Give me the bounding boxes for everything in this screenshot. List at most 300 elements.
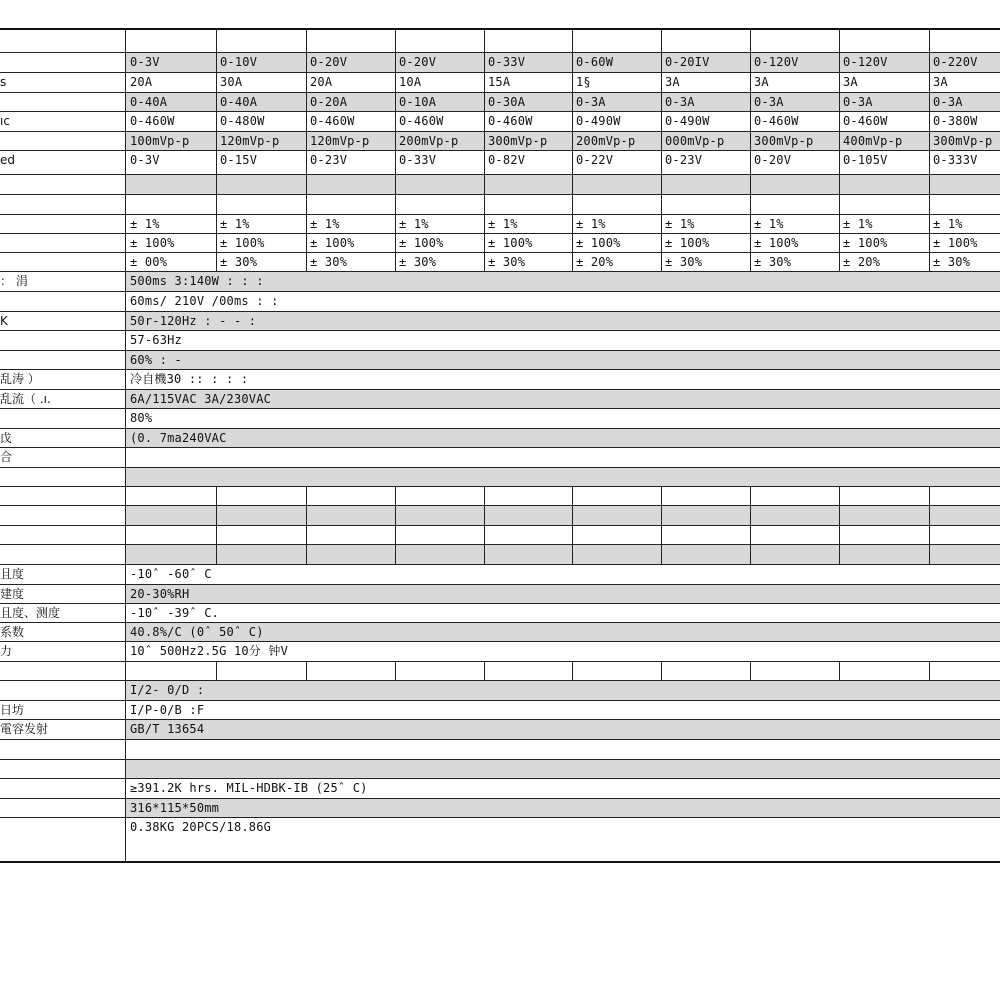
model-cell: 0-3A: [576, 95, 606, 109]
column-divider: [750, 131, 751, 150]
column-divider: [395, 233, 396, 252]
column-divider: [839, 150, 840, 174]
row-divider: [0, 798, 1000, 799]
spec-cell: 50r-120Hz : - - :: [130, 314, 257, 328]
model-cell: ± 1%: [933, 217, 963, 231]
model-cell: 0-380W: [933, 114, 978, 128]
model-cell: ± 1%: [754, 217, 784, 231]
spec-cell: (0. 7ma240VAC: [130, 431, 227, 445]
model-cell: ± 100%: [843, 236, 888, 250]
row-label: 且度、测度: [0, 606, 61, 620]
model-cell: ± 20%: [843, 255, 881, 269]
model-cell: ± 1%: [220, 217, 250, 231]
column-divider: [572, 72, 573, 92]
column-divider: [484, 544, 485, 564]
model-cell: 0-480W: [220, 114, 265, 128]
column-divider: [395, 525, 396, 544]
model-cell: ± 1%: [130, 217, 160, 231]
column-divider: [750, 544, 751, 564]
column-divider: [306, 52, 307, 72]
model-cell: ± 30%: [933, 255, 971, 269]
row-divider: [0, 233, 1000, 234]
column-divider: [216, 28, 217, 52]
column-divider: [929, 194, 930, 214]
model-cell: 0-3A: [843, 95, 873, 109]
model-cell: 300mVp-p: [933, 134, 993, 148]
column-divider: [306, 486, 307, 505]
column-divider: [572, 505, 573, 525]
model-cell: 100mVp-p: [130, 134, 190, 148]
column-divider: [216, 150, 217, 174]
model-cell: 0-490W: [576, 114, 621, 128]
column-divider: [839, 52, 840, 72]
column-divider: [929, 28, 930, 52]
column-divider: [661, 150, 662, 174]
model-cell: ± 30%: [665, 255, 703, 269]
column-divider: [572, 214, 573, 233]
row-divider: [0, 778, 1000, 779]
model-cell: 0-60W: [576, 55, 614, 69]
model-cell: ± 30%: [488, 255, 526, 269]
column-divider: [839, 214, 840, 233]
row-divider: [0, 603, 1000, 604]
model-cell: 0-20V: [310, 55, 348, 69]
column-divider: [750, 525, 751, 544]
column-divider: [661, 544, 662, 564]
column-divider: [572, 52, 573, 72]
column-divider: [216, 92, 217, 111]
column-divider: [306, 174, 307, 194]
row-divider: [0, 311, 1000, 312]
model-cell: 300mVp-p: [488, 134, 548, 148]
model-cell: 3A: [665, 75, 680, 89]
model-cell: 0-105V: [843, 153, 888, 167]
row-shading: [126, 468, 1000, 486]
column-divider: [484, 505, 485, 525]
column-divider: [750, 486, 751, 505]
model-cell: ± 100%: [220, 236, 265, 250]
column-divider: [750, 150, 751, 174]
model-cell: ± 00%: [130, 255, 168, 269]
row-divider: [0, 111, 1000, 112]
column-divider: [839, 28, 840, 52]
model-cell: 0-15V: [220, 153, 258, 167]
column-divider: [216, 72, 217, 92]
column-divider: [661, 486, 662, 505]
row-divider: [0, 28, 1000, 30]
row-divider: [0, 700, 1000, 701]
column-divider: [661, 174, 662, 194]
column-divider: [839, 525, 840, 544]
row-divider: [0, 505, 1000, 506]
column-divider: [395, 214, 396, 233]
column-divider: [484, 525, 485, 544]
model-cell: 400mVp-p: [843, 134, 903, 148]
column-divider: [839, 131, 840, 150]
model-cell: ± 30%: [754, 255, 792, 269]
row-label: 日坊: [0, 703, 25, 717]
column-divider: [839, 111, 840, 131]
row-label: 電容发射: [0, 722, 49, 736]
model-cell: 0-3V: [130, 153, 160, 167]
column-divider: [306, 505, 307, 525]
model-cell: 15A: [488, 75, 511, 89]
row-divider: [0, 194, 1000, 195]
column-divider: [929, 252, 930, 271]
model-cell: 0-10A: [399, 95, 437, 109]
row-shading: [126, 760, 1000, 778]
model-cell: 0-23V: [310, 153, 348, 167]
model-cell: ± 100%: [310, 236, 355, 250]
column-divider: [929, 131, 930, 150]
model-cell: 0-40A: [220, 95, 258, 109]
column-divider: [929, 111, 930, 131]
column-divider: [661, 92, 662, 111]
column-divider: [661, 525, 662, 544]
column-divider: [929, 150, 930, 174]
column-divider: [750, 194, 751, 214]
column-divider: [216, 131, 217, 150]
model-cell: 3A: [933, 75, 948, 89]
column-divider: [661, 194, 662, 214]
column-divider: [572, 92, 573, 111]
row-divider: [0, 150, 1000, 151]
spec-cell: 冷自機30 :: : : :: [130, 372, 249, 386]
column-divider: [306, 131, 307, 150]
misc-cell: GB/T 13654: [130, 722, 205, 736]
row-divider: [0, 564, 1000, 565]
column-divider: [661, 131, 662, 150]
row-shading: [126, 175, 1000, 194]
column-divider: [572, 174, 573, 194]
environment-cell: 20-30%RH: [130, 587, 190, 601]
model-cell: 0-3V: [130, 55, 160, 69]
column-divider: [395, 72, 396, 92]
column-divider: [484, 28, 485, 52]
column-divider: [661, 505, 662, 525]
column-divider: [484, 174, 485, 194]
model-cell: 0-3A: [933, 95, 963, 109]
column-divider: [572, 194, 573, 214]
row-divider: [0, 252, 1000, 253]
column-divider: [395, 52, 396, 72]
column-divider: [306, 233, 307, 252]
model-cell: 0-490W: [665, 114, 710, 128]
model-cell: 300mVp-p: [754, 134, 814, 148]
column-divider: [306, 544, 307, 564]
row-divider: [0, 447, 1000, 448]
column-divider: [306, 111, 307, 131]
column-divider: [572, 131, 573, 150]
column-divider: [839, 544, 840, 564]
misc-cell: I/P-0/B :F: [130, 703, 205, 717]
row-label: 且度: [0, 567, 25, 581]
column-divider: [395, 150, 396, 174]
row-divider: [0, 680, 1000, 681]
model-cell: 0-120V: [843, 55, 888, 69]
model-cell: ± 100%: [754, 236, 799, 250]
column-divider: [750, 661, 751, 680]
column-divider: [306, 252, 307, 271]
model-cell: ± 100%: [933, 236, 978, 250]
column-divider: [216, 525, 217, 544]
column-divider: [839, 505, 840, 525]
column-divider: [572, 252, 573, 271]
column-divider: [750, 111, 751, 131]
row-label: s: [0, 75, 7, 89]
column-divider: [306, 92, 307, 111]
column-divider: [395, 505, 396, 525]
column-divider: [395, 28, 396, 52]
row-label: 乱流（ .ı.: [0, 392, 51, 406]
column-divider: [484, 486, 485, 505]
row-divider: [0, 174, 1000, 175]
model-cell: 0-460W: [754, 114, 799, 128]
model-cell: ± 1%: [399, 217, 429, 231]
row-divider: [0, 330, 1000, 331]
model-cell: 1§: [576, 75, 591, 89]
row-divider: [0, 214, 1000, 215]
misc-cell: 0.38KG 20PCS/18.86G: [130, 820, 272, 834]
column-divider: [839, 92, 840, 111]
column-divider: [216, 505, 217, 525]
column-divider: [572, 544, 573, 564]
row-divider: [0, 486, 1000, 487]
column-divider: [484, 52, 485, 72]
row-divider: [0, 52, 1000, 53]
column-divider: [572, 661, 573, 680]
spec-cell: 60ms/ 210V /00ms : :: [130, 294, 279, 308]
column-divider: [484, 661, 485, 680]
model-cell: 0-33V: [399, 153, 437, 167]
column-divider: [839, 233, 840, 252]
column-divider: [306, 525, 307, 544]
column-divider: [484, 194, 485, 214]
column-divider: [572, 111, 573, 131]
column-divider: [750, 233, 751, 252]
model-cell: 0-20V: [399, 55, 437, 69]
column-divider: [484, 111, 485, 131]
column-divider: [750, 92, 751, 111]
column-divider: [661, 233, 662, 252]
column-divider: [395, 544, 396, 564]
row-label: 力: [0, 644, 13, 658]
column-divider: [839, 486, 840, 505]
column-divider: [750, 174, 751, 194]
column-divider: [484, 131, 485, 150]
model-cell: 0-120V: [754, 55, 799, 69]
column-divider: [216, 252, 217, 271]
misc-cell: ≥391.2K hrs. MIL-HDBK-IB (25ˆ C): [130, 781, 368, 795]
row-divider: [0, 759, 1000, 760]
model-cell: 0-20V: [754, 153, 792, 167]
model-cell: ± 100%: [399, 236, 444, 250]
spec-cell: 57-63Hz: [130, 333, 182, 347]
column-divider: [750, 252, 751, 271]
column-divider: [572, 233, 573, 252]
misc-cell: 316*115*50mm: [130, 801, 220, 815]
model-cell: 200mVp-p: [399, 134, 459, 148]
row-shading: [126, 545, 1000, 564]
spec-cell: 60% : -: [130, 353, 182, 367]
column-divider: [929, 525, 930, 544]
row-label: ed: [0, 153, 15, 167]
column-divider: [395, 131, 396, 150]
model-cell: 0-460W: [399, 114, 444, 128]
row-divider: [0, 131, 1000, 132]
row-label: 合: [0, 450, 13, 464]
model-cell: ± 1%: [665, 217, 695, 231]
model-cell: 0-82V: [488, 153, 526, 167]
column-divider: [839, 174, 840, 194]
column-divider: [216, 111, 217, 131]
column-divider: [216, 233, 217, 252]
spec-cell: 80%: [130, 411, 153, 425]
model-cell: 0-460W: [310, 114, 355, 128]
column-divider: [306, 214, 307, 233]
row-divider: [0, 661, 1000, 662]
model-cell: 0-3A: [665, 95, 695, 109]
row-divider: [0, 350, 1000, 351]
model-cell: 10A: [399, 75, 422, 89]
row-label: K: [0, 314, 8, 328]
column-divider: [125, 28, 126, 863]
column-divider: [929, 486, 930, 505]
column-divider: [484, 150, 485, 174]
row-divider: [0, 641, 1000, 642]
row-divider: [0, 271, 1000, 272]
model-cell: 0-33V: [488, 55, 526, 69]
model-cell: 0-220V: [933, 55, 978, 69]
spec-sheet-table: [0, 28, 1000, 863]
model-cell: 0-20A: [310, 95, 348, 109]
column-divider: [216, 486, 217, 505]
column-divider: [839, 252, 840, 271]
column-divider: [929, 661, 930, 680]
environment-cell: 40.8%/C (0ˆ 50ˆ C): [130, 625, 264, 639]
model-cell: 20A: [310, 75, 333, 89]
model-cell: 000mVp-p: [665, 134, 725, 148]
column-divider: [216, 544, 217, 564]
row-divider: [0, 467, 1000, 468]
column-divider: [484, 214, 485, 233]
row-label: 系数: [0, 625, 25, 639]
column-divider: [306, 72, 307, 92]
model-cell: ± 30%: [399, 255, 437, 269]
row-divider: [0, 428, 1000, 429]
row-divider: [0, 817, 1000, 818]
model-cell: 0-20IV: [665, 55, 710, 69]
column-divider: [572, 28, 573, 52]
column-divider: [839, 661, 840, 680]
row-divider: [0, 861, 1000, 863]
model-cell: ± 1%: [843, 217, 873, 231]
column-divider: [572, 150, 573, 174]
row-divider: [0, 72, 1000, 73]
misc-cell: I/2- 0/D :: [130, 683, 205, 697]
row-divider: [0, 584, 1000, 585]
model-cell: 0-3A: [754, 95, 784, 109]
column-divider: [750, 505, 751, 525]
model-cell: 3A: [754, 75, 769, 89]
spec-cell: 6A/115VAC 3A/230VAC: [130, 392, 272, 406]
column-divider: [750, 72, 751, 92]
column-divider: [395, 111, 396, 131]
column-divider: [484, 72, 485, 92]
model-cell: 0-10V: [220, 55, 258, 69]
column-divider: [306, 661, 307, 680]
model-cell: 0-460W: [130, 114, 175, 128]
column-divider: [572, 486, 573, 505]
column-divider: [216, 174, 217, 194]
model-cell: 30A: [220, 75, 243, 89]
row-divider: [0, 389, 1000, 390]
model-cell: 20A: [130, 75, 153, 89]
column-divider: [661, 252, 662, 271]
column-divider: [572, 525, 573, 544]
column-divider: [750, 214, 751, 233]
model-cell: 0-23V: [665, 153, 703, 167]
column-divider: [306, 194, 307, 214]
column-divider: [929, 72, 930, 92]
column-divider: [929, 92, 930, 111]
column-divider: [929, 505, 930, 525]
column-divider: [661, 52, 662, 72]
model-cell: 0-40A: [130, 95, 168, 109]
model-cell: ± 30%: [310, 255, 348, 269]
row-shading: [126, 506, 1000, 525]
column-divider: [750, 28, 751, 52]
column-divider: [216, 661, 217, 680]
column-divider: [216, 214, 217, 233]
column-divider: [839, 194, 840, 214]
column-divider: [661, 111, 662, 131]
column-divider: [750, 52, 751, 72]
row-label: 乱涛 ）: [0, 372, 40, 386]
spec-cell: 500ms 3:140W : : :: [130, 274, 264, 288]
model-cell: ± 100%: [488, 236, 533, 250]
row-divider: [0, 739, 1000, 740]
model-cell: 3A: [843, 75, 858, 89]
column-divider: [484, 252, 485, 271]
column-divider: [395, 92, 396, 111]
model-cell: 0-460W: [488, 114, 533, 128]
row-label: 戉: [0, 431, 13, 445]
model-cell: 0-333V: [933, 153, 978, 167]
model-cell: 0-460W: [843, 114, 888, 128]
column-divider: [395, 486, 396, 505]
row-divider: [0, 291, 1000, 292]
environment-cell: -10ˆ -60ˆ C: [130, 567, 212, 581]
model-cell: ± 100%: [576, 236, 621, 250]
column-divider: [484, 92, 485, 111]
column-divider: [929, 544, 930, 564]
row-divider: [0, 719, 1000, 720]
model-cell: ± 100%: [665, 236, 710, 250]
model-cell: ± 1%: [310, 217, 340, 231]
column-divider: [929, 52, 930, 72]
column-divider: [395, 252, 396, 271]
column-divider: [395, 661, 396, 680]
row-label: 建度: [0, 587, 25, 601]
column-divider: [395, 194, 396, 214]
model-cell: 0-30A: [488, 95, 526, 109]
row-label: ： 涓: [0, 274, 28, 288]
model-cell: 120mVp-p: [220, 134, 280, 148]
row-divider: [0, 369, 1000, 370]
column-divider: [929, 233, 930, 252]
column-divider: [929, 214, 930, 233]
